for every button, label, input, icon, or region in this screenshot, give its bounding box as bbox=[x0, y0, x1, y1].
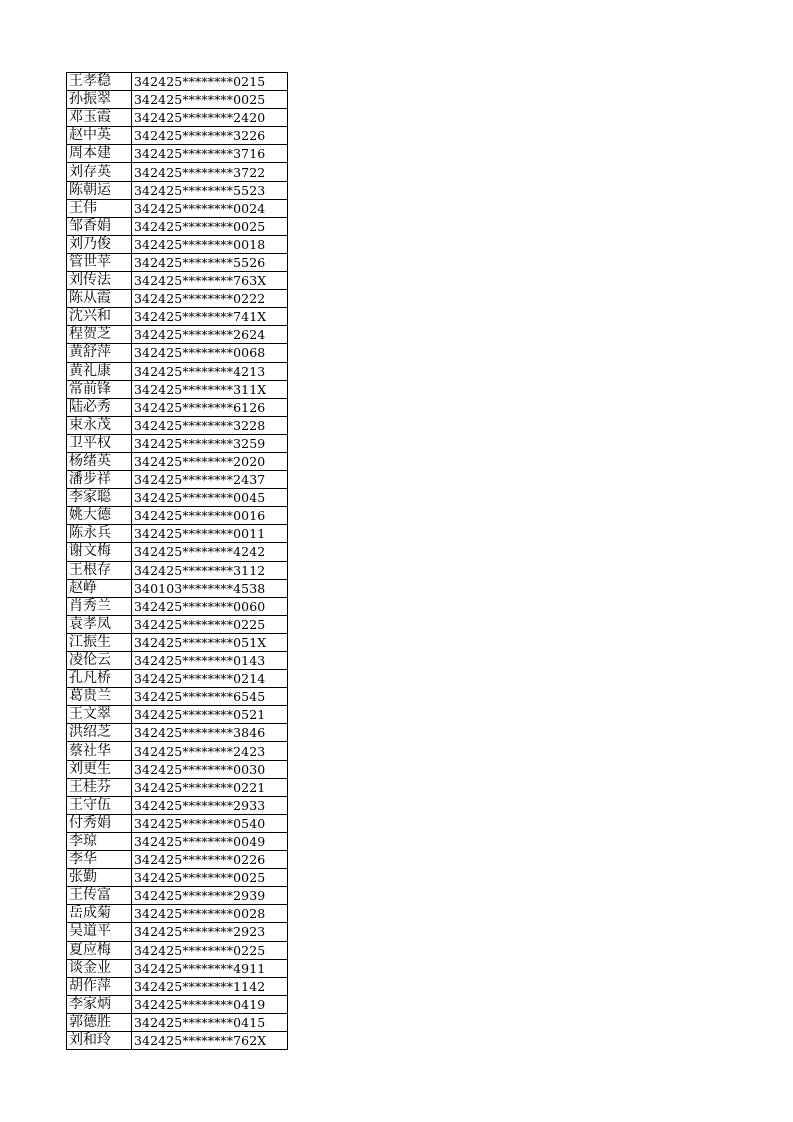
id-number-cell[interactable]: 342425********6126 bbox=[132, 398, 288, 416]
name-cell[interactable]: 岳成菊 bbox=[67, 905, 132, 923]
id-number-cell[interactable]: 342425********0415 bbox=[132, 1013, 288, 1031]
id-number-cell[interactable]: 342425********0045 bbox=[132, 489, 288, 507]
table-row bbox=[67, 416, 288, 434]
table-row bbox=[67, 471, 288, 489]
id-number-cell[interactable]: 342425********3112 bbox=[132, 561, 288, 579]
name-cell[interactable]: 凌伦云 bbox=[67, 652, 132, 670]
table-row bbox=[67, 760, 288, 778]
table-row bbox=[67, 724, 288, 742]
id-number-cell[interactable]: 342425********4242 bbox=[132, 543, 288, 561]
name-cell[interactable]: 陈朝运 bbox=[67, 181, 132, 199]
id-number-cell[interactable]: 342425********0215 bbox=[132, 73, 288, 91]
name-cell[interactable]: 吴道平 bbox=[67, 923, 132, 941]
id-number-cell[interactable]: 342425********2933 bbox=[132, 796, 288, 814]
id-number-cell[interactable]: 342425********0049 bbox=[132, 832, 288, 850]
id-number-cell[interactable]: 342425********2420 bbox=[132, 109, 288, 127]
table-row bbox=[67, 633, 288, 651]
name-cell[interactable]: 谈金业 bbox=[67, 959, 132, 977]
name-cell[interactable]: 王文翠 bbox=[67, 706, 132, 724]
id-number-cell[interactable]: 342425********0068 bbox=[132, 344, 288, 362]
id-number-cell[interactable]: 342425********4213 bbox=[132, 362, 288, 380]
id-number-cell[interactable]: 342425********0018 bbox=[132, 235, 288, 253]
name-cell[interactable]: 黄礼康 bbox=[67, 362, 132, 380]
name-cell[interactable]: 袁孝凤 bbox=[67, 615, 132, 633]
table-row bbox=[67, 615, 288, 633]
id-number-cell[interactable]: 342425********0016 bbox=[132, 507, 288, 525]
id-number-cell[interactable]: 342425********3259 bbox=[132, 434, 288, 452]
table-row bbox=[67, 579, 288, 597]
name-cell[interactable]: 李华 bbox=[67, 851, 132, 869]
id-number-cell[interactable]: 342425********0025 bbox=[132, 217, 288, 235]
table-row bbox=[67, 597, 288, 615]
name-cell[interactable]: 刘存英 bbox=[67, 163, 132, 181]
name-cell[interactable]: 陈永兵 bbox=[67, 525, 132, 543]
table-row bbox=[67, 977, 288, 995]
name-cell[interactable]: 付秀娟 bbox=[67, 814, 132, 832]
id-number-cell[interactable]: 342425********0225 bbox=[132, 941, 288, 959]
id-number-cell[interactable]: 342425********3722 bbox=[132, 163, 288, 181]
table-row bbox=[67, 380, 288, 398]
table-row bbox=[67, 1013, 288, 1031]
table-row bbox=[67, 398, 288, 416]
table-row bbox=[67, 1031, 288, 1049]
table-row bbox=[67, 688, 288, 706]
id-number-cell[interactable]: 342425********0521 bbox=[132, 706, 288, 724]
roster-body bbox=[67, 73, 288, 1050]
name-cell[interactable]: 赵中英 bbox=[67, 127, 132, 145]
id-number-cell[interactable]: 342425********2923 bbox=[132, 923, 288, 941]
name-cell[interactable]: 程贺芝 bbox=[67, 326, 132, 344]
name-cell[interactable]: 刘乃俊 bbox=[67, 235, 132, 253]
id-number-cell[interactable]: 342425********763X bbox=[132, 272, 288, 290]
id-number-cell[interactable]: 342425********0030 bbox=[132, 760, 288, 778]
name-cell[interactable]: 夏应梅 bbox=[67, 941, 132, 959]
id-number-cell[interactable]: 342425********311X bbox=[132, 380, 288, 398]
name-cell[interactable]: 王根存 bbox=[67, 561, 132, 579]
table-row bbox=[67, 235, 288, 253]
id-number-cell[interactable]: 342425********2939 bbox=[132, 887, 288, 905]
name-cell[interactable]: 孔凡桥 bbox=[67, 670, 132, 688]
id-number-cell[interactable]: 342425********3846 bbox=[132, 724, 288, 742]
table-row bbox=[67, 543, 288, 561]
table-row bbox=[67, 272, 288, 290]
name-cell[interactable]: 洪绍芝 bbox=[67, 724, 132, 742]
name-cell[interactable]: 潘步祥 bbox=[67, 471, 132, 489]
name-cell[interactable]: 王传富 bbox=[67, 887, 132, 905]
name-cell[interactable]: 孙振翠 bbox=[67, 91, 132, 109]
name-cell[interactable]: 郭德胜 bbox=[67, 1013, 132, 1031]
table-row bbox=[67, 452, 288, 470]
table-row bbox=[67, 290, 288, 308]
id-number-cell[interactable]: 342425********3716 bbox=[132, 145, 288, 163]
id-number-cell[interactable]: 342425********0214 bbox=[132, 670, 288, 688]
id-number-cell[interactable]: 342425********0419 bbox=[132, 995, 288, 1013]
name-cell[interactable]: 刘传法 bbox=[67, 272, 132, 290]
table-row bbox=[67, 489, 288, 507]
id-number-cell[interactable]: 342425********3226 bbox=[132, 127, 288, 145]
id-number-cell[interactable]: 342425********2437 bbox=[132, 471, 288, 489]
name-cell[interactable]: 王守伍 bbox=[67, 796, 132, 814]
id-number-cell[interactable]: 342425********5526 bbox=[132, 253, 288, 271]
name-cell[interactable]: 李琼 bbox=[67, 832, 132, 850]
name-cell[interactable]: 王孝稳 bbox=[67, 73, 132, 91]
name-cell[interactable]: 卫平权 bbox=[67, 434, 132, 452]
table-row bbox=[67, 181, 288, 199]
id-number-cell[interactable]: 342425********0225 bbox=[132, 615, 288, 633]
table-row bbox=[67, 253, 288, 271]
id-number-cell[interactable]: 342425********0540 bbox=[132, 814, 288, 832]
name-cell[interactable]: 张勤 bbox=[67, 869, 132, 887]
name-cell[interactable]: 邓玉霞 bbox=[67, 109, 132, 127]
table-row bbox=[67, 308, 288, 326]
name-cell[interactable]: 谢文梅 bbox=[67, 543, 132, 561]
table-row bbox=[67, 561, 288, 579]
table-row bbox=[67, 995, 288, 1013]
id-number-cell[interactable]: 342425********051X bbox=[132, 633, 288, 651]
id-number-cell[interactable]: 342425********2020 bbox=[132, 452, 288, 470]
table-row bbox=[67, 73, 288, 91]
name-cell[interactable]: 管世苹 bbox=[67, 253, 132, 271]
id-number-cell[interactable]: 342425********762X bbox=[132, 1031, 288, 1049]
table-row bbox=[67, 652, 288, 670]
table-row bbox=[67, 851, 288, 869]
table-row bbox=[67, 814, 288, 832]
table-row bbox=[67, 344, 288, 362]
name-cell[interactable]: 胡作萍 bbox=[67, 977, 132, 995]
name-cell[interactable]: 周本建 bbox=[67, 145, 132, 163]
id-number-cell[interactable]: 342425********5523 bbox=[132, 181, 288, 199]
name-cell[interactable]: 刘更生 bbox=[67, 760, 132, 778]
id-number-cell[interactable]: 342425********0024 bbox=[132, 199, 288, 217]
table-row bbox=[67, 670, 288, 688]
name-cell[interactable]: 杨绪英 bbox=[67, 452, 132, 470]
id-number-cell[interactable]: 342425********0222 bbox=[132, 290, 288, 308]
roster-table bbox=[66, 72, 288, 1050]
name-cell[interactable]: 王伟 bbox=[67, 199, 132, 217]
name-cell[interactable]: 沈兴和 bbox=[67, 308, 132, 326]
table-row bbox=[67, 109, 288, 127]
table-row bbox=[67, 778, 288, 796]
table-row bbox=[67, 145, 288, 163]
id-number-cell[interactable]: 342425********0143 bbox=[132, 652, 288, 670]
name-cell[interactable]: 江振生 bbox=[67, 633, 132, 651]
name-cell[interactable]: 陆必秀 bbox=[67, 398, 132, 416]
id-number-cell[interactable]: 342425********6545 bbox=[132, 688, 288, 706]
table-row bbox=[67, 869, 288, 887]
table-row bbox=[67, 434, 288, 452]
name-cell[interactable]: 葛贵兰 bbox=[67, 688, 132, 706]
table-row bbox=[67, 326, 288, 344]
id-number-cell[interactable]: 342425********2423 bbox=[132, 742, 288, 760]
table-row bbox=[67, 525, 288, 543]
name-cell[interactable]: 陈从霞 bbox=[67, 290, 132, 308]
table-row bbox=[67, 742, 288, 760]
id-number-cell[interactable]: 342425********0028 bbox=[132, 905, 288, 923]
table-row bbox=[67, 217, 288, 235]
id-number-cell[interactable]: 342425********4911 bbox=[132, 959, 288, 977]
id-number-cell[interactable]: 342425********1142 bbox=[132, 977, 288, 995]
name-cell[interactable]: 黄舒萍 bbox=[67, 344, 132, 362]
name-cell[interactable]: 常前锋 bbox=[67, 380, 132, 398]
table-row bbox=[67, 959, 288, 977]
id-number-cell[interactable]: 342425********0025 bbox=[132, 91, 288, 109]
id-number-cell[interactable]: 342425********3228 bbox=[132, 416, 288, 434]
table-row bbox=[67, 91, 288, 109]
table-row bbox=[67, 905, 288, 923]
table-row bbox=[67, 127, 288, 145]
name-cell[interactable]: 束永茂 bbox=[67, 416, 132, 434]
name-cell[interactable]: 蔡社华 bbox=[67, 742, 132, 760]
name-cell[interactable]: 刘和玲 bbox=[67, 1031, 132, 1049]
id-number-cell[interactable]: 340103********4538 bbox=[132, 579, 288, 597]
table-row bbox=[67, 163, 288, 181]
table-row bbox=[67, 507, 288, 525]
name-cell[interactable]: 邹香娟 bbox=[67, 217, 132, 235]
table-row bbox=[67, 199, 288, 217]
table-row bbox=[67, 706, 288, 724]
name-cell[interactable]: 赵峥 bbox=[67, 579, 132, 597]
name-cell[interactable]: 李家聪 bbox=[67, 489, 132, 507]
table-row bbox=[67, 832, 288, 850]
name-cell[interactable]: 王桂芬 bbox=[67, 778, 132, 796]
id-number-cell[interactable]: 342425********0226 bbox=[132, 851, 288, 869]
table-row bbox=[67, 923, 288, 941]
table-row bbox=[67, 887, 288, 905]
id-number-cell[interactable]: 342425********741X bbox=[132, 308, 288, 326]
id-number-cell[interactable]: 342425********0060 bbox=[132, 597, 288, 615]
id-number-cell[interactable]: 342425********0025 bbox=[132, 869, 288, 887]
id-number-cell[interactable]: 342425********0221 bbox=[132, 778, 288, 796]
name-cell[interactable]: 肖秀兰 bbox=[67, 597, 132, 615]
id-number-cell[interactable]: 342425********2624 bbox=[132, 326, 288, 344]
table-row bbox=[67, 796, 288, 814]
table-row bbox=[67, 362, 288, 380]
name-cell[interactable]: 李家炳 bbox=[67, 995, 132, 1013]
table-row bbox=[67, 941, 288, 959]
name-cell[interactable]: 姚大德 bbox=[67, 507, 132, 525]
id-number-cell[interactable]: 342425********0011 bbox=[132, 525, 288, 543]
